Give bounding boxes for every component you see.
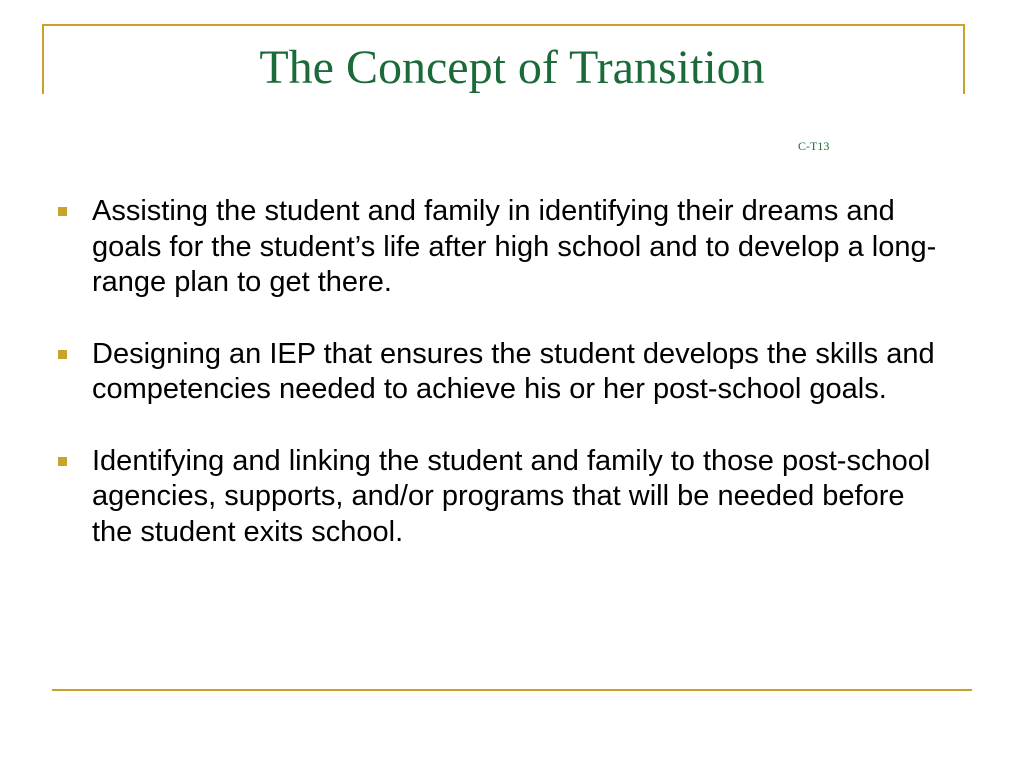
bullet-text: Identifying and linking the student and family to those post-school agencies, supports, and/or programs that will be needed before the student exits school.	[92, 444, 931, 548]
slide-code: C-T13	[798, 139, 830, 153]
bullet-text: Assisting the student and family in identifying their dreams and goals for the student’s life after high school and to develop a long-range plan to get there.	[92, 195, 937, 298]
frame-left-rule	[42, 24, 44, 94]
bullet-item	[55, 194, 955, 301]
bullet-text: Designing an IEP that ensures the student develops the skills and competencies needed to achieve his or her post-school goals.	[92, 337, 935, 405]
slide-title: The Concept of Transition	[259, 41, 765, 94]
bullet-item	[55, 444, 955, 551]
square-bullet-icon	[58, 207, 67, 216]
bullet-list	[55, 194, 955, 550]
bullet-item	[55, 337, 955, 408]
frame-top-rule	[42, 24, 965, 26]
frame-bottom-rule	[52, 689, 972, 691]
square-bullet-icon	[58, 350, 67, 359]
square-bullet-icon	[58, 457, 67, 466]
